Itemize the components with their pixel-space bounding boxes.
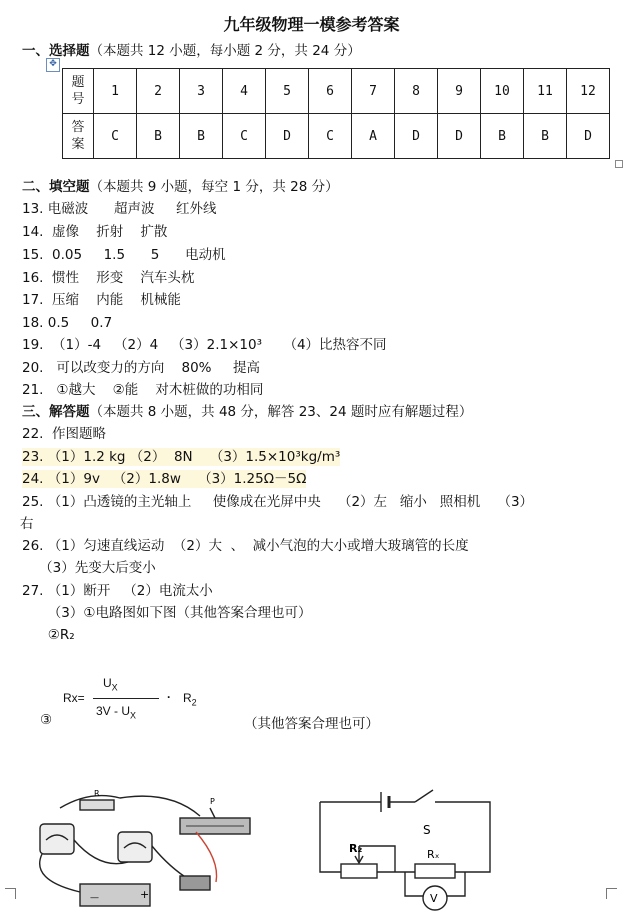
section-2-note: （本题共 9 小题，每空 1 分，共 28 分）	[89, 179, 339, 195]
section-1-header	[22, 42, 361, 60]
formula-numerator: $U_X$	[103, 676, 118, 693]
table-cell: C	[309, 114, 352, 159]
label-voltmeter: V	[430, 892, 438, 905]
fraction-bar	[93, 698, 159, 699]
table-cell: 10	[481, 69, 524, 114]
answer-line-13: 13. 电磁波 超声波 红外线	[22, 201, 217, 217]
answer-line-26-cont: （3）先变大后变小	[22, 560, 156, 576]
row-label-number: 题 号	[63, 69, 94, 114]
table-cell: D	[266, 114, 309, 159]
answer-line-14: 14. 虚像 折射 扩散	[22, 224, 168, 240]
circuit-diagram	[315, 786, 495, 916]
page-title: 九年级物理一模参考答案	[223, 15, 400, 34]
apparatus-photo	[20, 780, 260, 920]
answer-line-27-part3: （3）①电路图如下图（其他答案合理也可）	[22, 605, 312, 621]
table-cell: 2	[137, 69, 180, 114]
answer-line-19: 19. （1）-4 （2）4 （3）2.1×10³ （4）比热容不同	[22, 337, 387, 353]
table-cell: 9	[438, 69, 481, 114]
page-corner-mark	[5, 888, 16, 899]
table-cell: 12	[567, 69, 610, 114]
photo-label-plus: +	[140, 888, 150, 901]
answer-line-16: 16. 惯性 形变 汽车头枕	[22, 270, 195, 286]
answer-line-25-cont: 右	[20, 516, 34, 532]
answer-line-27: 27. （1）断开 （2）电流太小	[22, 583, 213, 599]
table-cell: 7	[352, 69, 395, 114]
circuit-loop	[320, 802, 490, 872]
section-3-header	[22, 403, 472, 421]
table-cell: 11	[524, 69, 567, 114]
formula-rhs: $R_2$	[183, 691, 197, 708]
table-cell: A	[352, 114, 395, 159]
answer-line-23: 23. （1）1.2 kg （2） 8N （3）1.5×10³kg/m³	[22, 449, 341, 465]
table-cell: 5	[266, 69, 309, 114]
answer-line-24: 24. （1）9v （2）1.8w （3）1.25Ω－5Ω	[22, 471, 307, 487]
label-switch: S	[423, 823, 431, 837]
item-3-note: （其他答案合理也可）	[244, 716, 379, 732]
resistor-r	[80, 800, 114, 810]
photo-label-r: R	[94, 789, 100, 798]
section-2-heading: 二、填空题	[22, 179, 90, 195]
table-cell: 8	[395, 69, 438, 114]
section-1-heading: 一、选择题	[22, 43, 90, 59]
table-cell: D	[395, 114, 438, 159]
page-corner-mark	[606, 888, 617, 899]
switch	[180, 876, 210, 890]
table-cell: C	[94, 114, 137, 159]
table-cell: C	[223, 114, 266, 159]
table-cell: 3	[180, 69, 223, 114]
answer-line-20: 20. 可以改变力的方向 80% 提高	[22, 360, 260, 376]
answer-line-27-part2: ②R₂	[22, 627, 75, 643]
r2-resistor	[341, 864, 377, 878]
table-cell: B	[481, 114, 524, 159]
table-cell: B	[180, 114, 223, 159]
formula-lhs: Rx=	[63, 691, 85, 705]
photo-label-minus: —	[90, 893, 99, 903]
answer-line-25: 25. （1）凸透镜的主光轴上 使像成在光屏中央 （2）左 缩小 照相机 （3）	[22, 494, 534, 510]
table-row-numbers	[63, 69, 610, 114]
switch-blade	[415, 790, 433, 802]
table-cell: D	[438, 114, 481, 159]
row-label-answer: 答 案	[63, 114, 94, 159]
answer-table	[62, 68, 610, 159]
formula-multiply: ·	[167, 690, 171, 704]
label-rx: Rₓ	[427, 848, 440, 861]
table-cell: D	[567, 114, 610, 159]
answer-line-15: 15. 0.05 1.5 5 电动机	[22, 247, 226, 263]
answer-line-26: 26. （1）匀速直线运动 （2）大 、 减小气泡的大小或增大玻璃管的长度	[22, 538, 469, 554]
photo-label-p: P	[210, 797, 215, 806]
section-2-header	[22, 178, 339, 196]
section-3-note: （本题共 8 小题，共 48 分，解答 23、24 题时应有解题过程）	[89, 404, 473, 420]
rx-resistor	[415, 864, 455, 878]
table-move-handle-icon[interactable]: ✥	[46, 58, 60, 72]
answer-line-18: 18. 0.5 0.7	[22, 315, 113, 331]
ammeter	[40, 824, 74, 854]
table-cell: 6	[309, 69, 352, 114]
label-r2: R₂	[349, 842, 363, 855]
table-row-answers	[63, 114, 610, 159]
table-resize-handle-icon[interactable]	[615, 160, 623, 168]
table-cell: 1	[94, 69, 137, 114]
section-1-note: （本题共 12 小题，每小题 2 分，共 24 分）	[89, 43, 361, 59]
voltmeter	[118, 832, 152, 862]
answer-line-22: 22. 作图题略	[22, 426, 107, 442]
answer-line-17: 17. 压缩 内能 机械能	[22, 292, 181, 308]
table-cell: B	[137, 114, 180, 159]
formula-denominator: $3V - U_X$	[96, 704, 137, 721]
section-3-heading: 三、解答题	[22, 404, 90, 420]
item-3-mark: ③	[40, 712, 53, 728]
answer-line-21: 21. ①越大 ②能 对木桩做的功相同	[22, 382, 264, 398]
table-cell: 4	[223, 69, 266, 114]
table-cell: B	[524, 114, 567, 159]
